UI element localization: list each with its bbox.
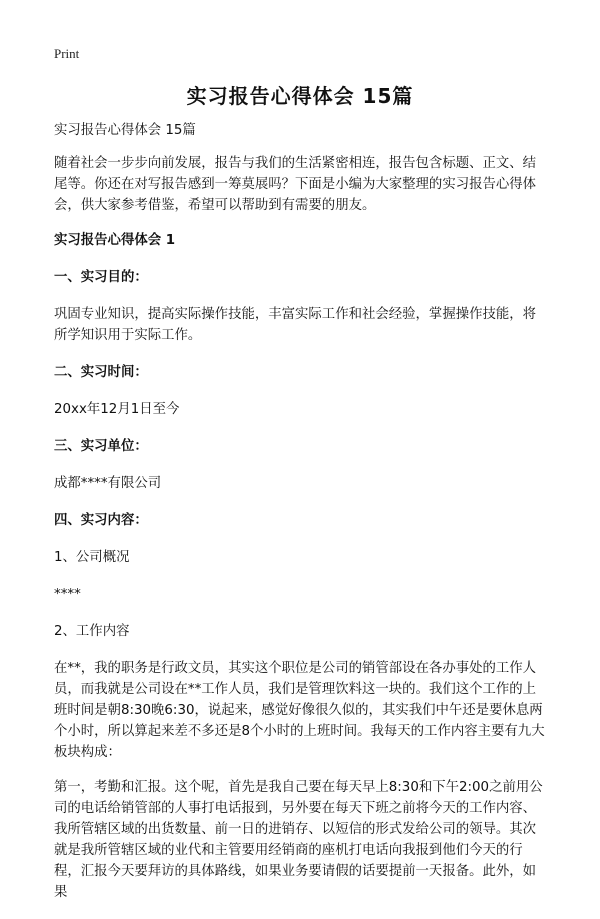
work-content-item: 2、工作内容	[54, 624, 130, 639]
work-paragraph: 在**，我的职务是行政文员，其实这个职位是公司的销管部设在各办事处的工作人员，而我就是公司设在**工作人员，我们是管理饮料这一块的。我们这个工作的上班时间是朝8:30晚6:30，说起来，感觉好像很久似的，其实我们中午还是要休息两个小时，所以算起来差不多还是8个小时的上班时间。我每天的工作内容主要有九大板块构成：	[54, 661, 545, 760]
company-overview-item: 1、公司概况	[54, 550, 130, 565]
print-link[interactable]: Print	[54, 46, 80, 61]
intro-paragraph: 随着社会一步步向前发展，报告与我们的生活紧密相连，报告包含标题、正文、结尾等。你还在对写报告感到一筹莫展吗？下面是小编为大家整理的实习报告心得体会，供大家参考借鉴，希望可以帮助到有需要的朋友。	[54, 156, 537, 213]
document-title: 实习报告心得体会 15篇	[186, 84, 414, 108]
company-overview-text: ****	[54, 587, 81, 602]
purpose-heading: 一、实习目的：	[54, 270, 148, 285]
time-paragraph: 20xx年12月1日至今	[54, 402, 180, 417]
unit-heading: 三、实习单位：	[54, 439, 148, 454]
content-heading: 四、实习内容：	[54, 513, 148, 528]
purpose-paragraph: 巩固专业知识，提高实际操作技能，丰富实际工作和社会经验，掌握操作技能，将所学知识用于实际工作。	[54, 307, 537, 343]
document-body	[54, 120, 546, 919]
time-heading: 二、实习时间：	[54, 365, 148, 380]
unit-paragraph: 成都****有限公司	[54, 476, 162, 491]
attendance-paragraph: 第一，考勤和汇报。这个呢，首先是我自己要在每天早上8:30和下午2:00之前用公司的电话给销管部的人事打电话报到，另外要在每天下班之前将今天的工作内容、我所管辖区域的出货数量、前一日的进销存、以短信的形式发给公司的领导。其次就是我所管辖区域的业代和主管要用经销商的座机打电话向我报到他们今天的行程，汇报今天要拜访的具体路线，如果业务要请假的话要提前一天报备。此外，如果	[54, 780, 543, 900]
section-heading: 实习报告心得体会 1	[54, 233, 176, 248]
subtitle-line: 实习报告心得体会 15篇	[54, 123, 196, 138]
